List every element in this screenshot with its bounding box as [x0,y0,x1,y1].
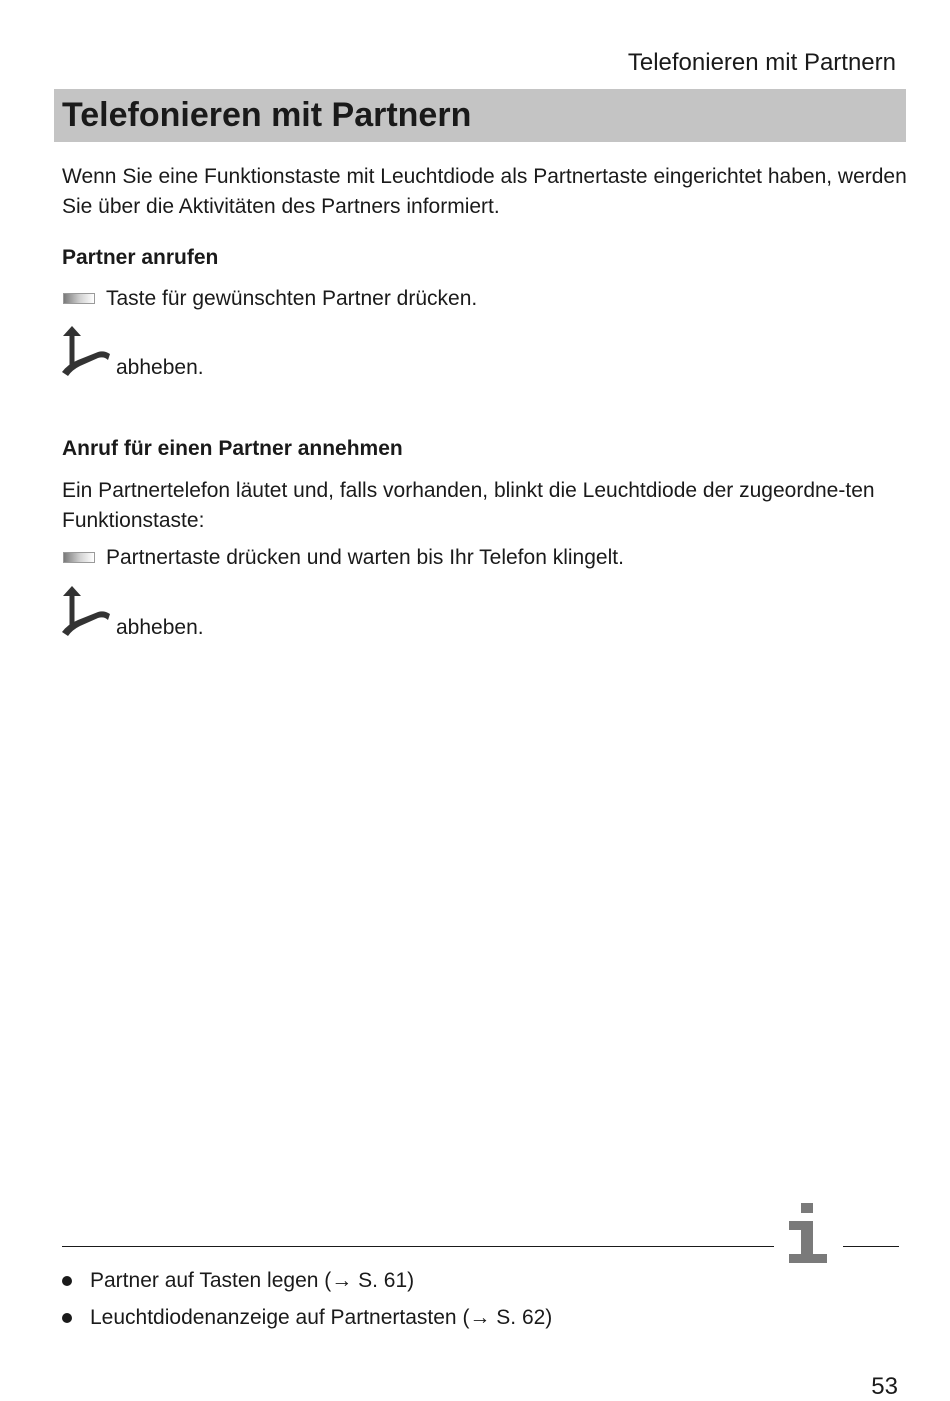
handset-lift-icon [58,582,112,638]
bullet-dot [62,1276,72,1286]
answer-call-step-lift: abheben. [116,616,204,639]
call-partner-heading: Partner anrufen [62,246,219,269]
info-icon [786,1203,830,1263]
bullet-dot [62,1313,72,1323]
function-key-icon [63,293,95,304]
info-item-link[interactable]: Partner auf Tasten legen (→ S. 61) [90,1269,415,1292]
page-number: 53 [871,1373,898,1400]
intro-paragraph: Wenn Sie eine Funktionstaste mit Leuchtdiode als Partnertaste eingerichtet haben, werden Sie über die Aktivitäten des Partners informiert. [62,165,907,218]
section-title: Telefonieren mit Partnern [62,96,472,134]
running-header: Telefonieren mit Partnern [627,49,896,76]
info-divider-left [62,1246,774,1247]
answer-call-step-key: Partnertaste drücken und warten bis Ihr Telefon klingelt. [106,546,624,569]
answer-call-description: Ein Partnertelefon läutet und, falls vorhanden, blinkt die Leuchtdiode der zugeordne-ten Funktionstaste: [62,479,875,532]
answer-call-heading: Anruf für einen Partner annehmen [62,437,403,460]
handset-lift-icon [58,322,112,378]
call-partner-step-lift: abheben. [116,356,204,379]
call-partner-step-key: Taste für gewünschten Partner drücken. [106,287,478,310]
info-divider-right [843,1246,899,1247]
info-item-link[interactable]: Leuchtdiodenanzeige auf Partnertasten (→ S. 62) [90,1306,553,1329]
partner-key-icon [63,552,95,563]
